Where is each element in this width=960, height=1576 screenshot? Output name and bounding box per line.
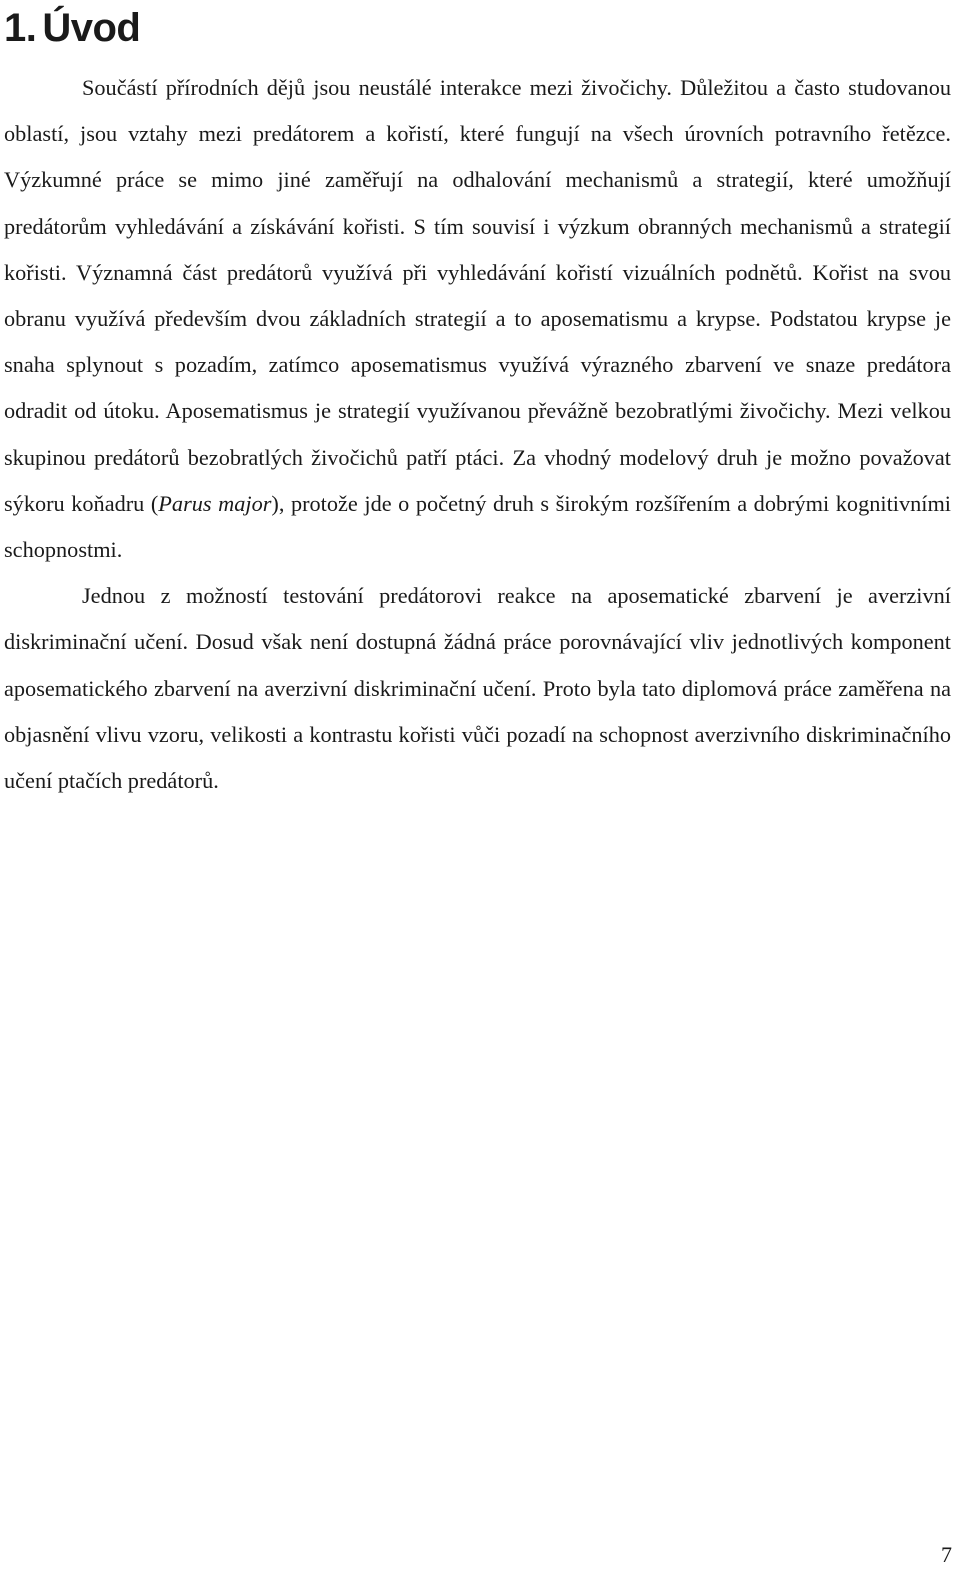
page-number: 7 <box>941 1542 952 1567</box>
body-text <box>4 65 951 804</box>
paragraph-1 <box>4 65 951 573</box>
chapter-title: Úvod <box>42 6 141 50</box>
chapter-number: 1. <box>4 6 37 50</box>
paragraph-2 <box>4 573 951 804</box>
species-name: Parus major <box>158 490 272 516</box>
paragraph-1-text: Součástí přírodních dějů jsou neustálé interakce mezi živočichy. Důležitou a často studovanou oblastí, jsou vztahy mezi predátorem a kořistí, které fungují na všech úrovních potravního řetězce. Výzkumné práce se mimo jiné zaměřují na odhalování mechanismů a strategií, které umožňují predátorům vyhledávání a získávání kořisti. S tím souvisí i výzkum obranných mechanismů a strategií kořisti. Významná část predátorů využívá při vyhledávání kořistí vizuálních podnětů. Kořist na svou obranu využívá především dvou základních strategií a to aposematismu a krypse. Podstatou krypse je snaha splynout s pozadím, zatímco aposematismus využívá výrazného zbarvení ve snaze predátora odradit od útoku. Aposematismus je strategií využívanou převážně bezobratlými živočichy. Mezi velkou skupinou predátorů bezobratlých živočichů patří ptáci. Za vhodný modelový druh je možno považovat sýkoru koňadru ( <box>4 75 951 516</box>
paragraph-2-text: Jednou z možností testování predátorovi reakce na aposematické zbarvení je averzivní diskriminační učení. Dosud však není dostupná žádná práce porovnávající vliv jednotlivých komponent aposematického zbarvení na averzivní diskriminační učení. Proto byla tato diplomová práce zaměřena na objasnění vlivu vzoru, velikosti a kontrastu kořisti vůči pozadí na schopnost averzivního diskriminačního učení ptačích predátorů. <box>4 583 951 794</box>
paragraph-1-text-end: ), protože jde o početný druh s širokým rozšířením a dobrými kognitivními schopnostmi. <box>4 490 951 563</box>
chapter-heading <box>4 2 140 54</box>
